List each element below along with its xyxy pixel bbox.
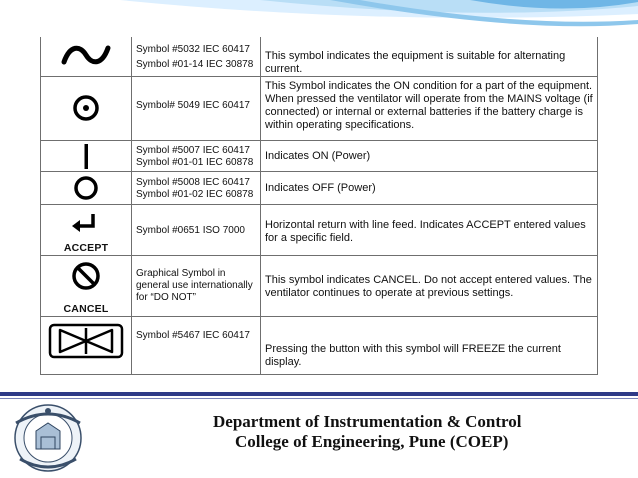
icon-cell bbox=[41, 205, 132, 256]
icon-cell bbox=[41, 77, 132, 141]
symbol-reference: for “DO NOT” bbox=[136, 292, 196, 303]
footer-divider bbox=[0, 392, 638, 396]
symbol-description: Horizontal return with line feed. Indicates ACCEPT entered values for a specific field. bbox=[265, 219, 586, 244]
symbol-label: CANCEL bbox=[63, 303, 109, 315]
table-row bbox=[41, 141, 598, 172]
footer-title-block bbox=[213, 412, 633, 452]
symbol-reference-cell bbox=[132, 141, 261, 172]
symbol-reference: general use internationally bbox=[136, 280, 253, 291]
freeze-display-icon bbox=[44, 317, 128, 363]
description-cell bbox=[261, 317, 598, 375]
description-cell bbox=[261, 256, 598, 317]
table-row bbox=[41, 317, 598, 375]
symbol-reference-cell bbox=[132, 37, 261, 77]
table-row bbox=[41, 256, 598, 317]
alternating-current-tilde-icon bbox=[56, 37, 116, 73]
symbol-reference: Symbol #01-02 IEC 60878 bbox=[136, 189, 254, 200]
symbol-reference: Symbol# 5049 IEC 60417 bbox=[136, 100, 250, 111]
description-cell bbox=[261, 141, 598, 172]
on-condition-part-icon bbox=[56, 77, 116, 139]
table-row bbox=[41, 205, 598, 256]
description-cell bbox=[261, 205, 598, 256]
symbol-reference: Symbol #5467 IEC 60417 bbox=[136, 330, 250, 341]
symbol-reference-cell bbox=[132, 205, 261, 256]
symbol-description: This symbol indicates CANCEL. Do not accept entered values. The ventilator continues to operate at previous settings. bbox=[265, 274, 592, 299]
symbol-reference-cell bbox=[132, 317, 261, 375]
symbol-reference: Graphical Symbol in bbox=[136, 268, 226, 279]
symbol-reference-cell bbox=[132, 172, 261, 205]
college-name: College of Engineering, Pune (COEP) bbox=[235, 432, 509, 451]
symbol-reference: Symbol #01-01 IEC 60878 bbox=[136, 157, 254, 168]
symbol-reference: Symbol #01-14 IEC 30878 bbox=[136, 59, 254, 70]
symbol-reference: Symbol #5032 IEC 60417 bbox=[136, 44, 250, 55]
symbol-reference: Symbol #0651 ISO 7000 bbox=[136, 225, 245, 236]
return-arrow-icon bbox=[66, 205, 106, 235]
symbol-description: Indicates OFF (Power) bbox=[265, 182, 376, 194]
prohibition-icon bbox=[66, 256, 106, 294]
power-off-circle-icon bbox=[66, 172, 106, 204]
description-cell bbox=[261, 172, 598, 205]
symbol-reference-cell bbox=[132, 77, 261, 141]
icon-cell bbox=[41, 256, 132, 317]
icon-cell bbox=[41, 172, 132, 205]
symbol-label: ACCEPT bbox=[63, 242, 109, 254]
description-cell bbox=[261, 77, 598, 141]
symbol-reference: Symbol #5008 IEC 60417 bbox=[136, 177, 250, 188]
symbol-description: This symbol indicates the equipment is suitable for alternating current. bbox=[265, 50, 566, 75]
department-name: Department of Instrumentation & Control bbox=[213, 412, 522, 431]
symbol-description: This Symbol indicates the ON condition for a part of the equipment. When pressed the ventilator will operate from the MAINS voltage (if connected) or internal or external batteries if the battery charge is within operating specifications. bbox=[265, 80, 593, 131]
symbol-description: Indicates ON (Power) bbox=[265, 150, 371, 162]
icon-cell bbox=[41, 37, 132, 77]
footer-divider-thin bbox=[0, 398, 638, 399]
symbol-table bbox=[40, 37, 598, 375]
table-row bbox=[41, 77, 598, 141]
table-row bbox=[41, 172, 598, 205]
power-on-line-icon bbox=[66, 141, 106, 171]
icon-cell bbox=[41, 141, 132, 172]
symbol-reference: Symbol #5007 IEC 60417 bbox=[136, 145, 250, 156]
description-cell bbox=[261, 37, 598, 77]
decorative-top-swoosh bbox=[0, 0, 638, 40]
symbol-reference-cell bbox=[132, 256, 261, 317]
icon-cell bbox=[41, 317, 132, 375]
college-seal-logo bbox=[8, 401, 88, 473]
symbol-description: Pressing the button with this symbol will FREEZE the current display. bbox=[265, 343, 561, 368]
table-row bbox=[41, 37, 598, 77]
